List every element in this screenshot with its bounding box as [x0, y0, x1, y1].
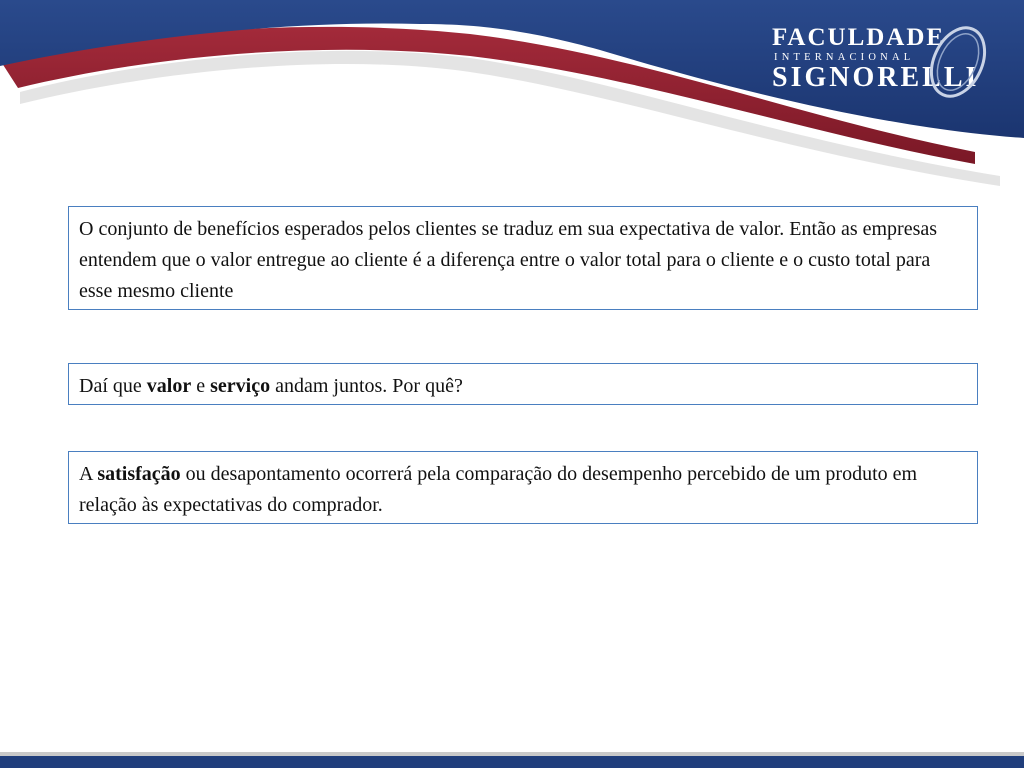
paragraph-expectations: O conjunto de benefícios esperados pelos clientes se traduz em sua expectativa de valor. Então as empresas entendem que o valor entregue ao cliente é a diferença entre o valor total para o cliente e o custo total para esse mesmo cliente: [79, 218, 938, 302]
text-box-satisfaction: [68, 451, 978, 524]
text-box-expectations: [68, 206, 978, 310]
text-segment: e: [191, 375, 211, 397]
logo-ring-icon: [918, 22, 998, 102]
text-segment: A: [79, 463, 98, 485]
text-box-value-service: [68, 363, 978, 405]
bold-term-satisfacao: satisfação: [97, 463, 181, 485]
text-segment: andam juntos. Por quê?: [270, 375, 463, 397]
paragraph-satisfaction: [79, 463, 917, 516]
faculty-logo: [768, 22, 994, 102]
footer-bar: [0, 752, 1024, 768]
logo-line-signorelli: SIGNORELLI: [772, 62, 980, 93]
bold-term-servico: serviço: [210, 375, 271, 397]
text-segment: ou desapontamento ocorrerá pela comparação do desempenho percebido de um produto em relação às expectativas do comprador.: [79, 463, 918, 516]
logo-line-internacional: INTERNACIONAL: [774, 52, 915, 63]
paragraph-value-service: [79, 375, 463, 397]
text-segment: Daí que: [79, 375, 147, 397]
logo-line-faculdade: FACULDADE: [772, 24, 946, 51]
bold-term-valor: valor: [146, 375, 192, 397]
